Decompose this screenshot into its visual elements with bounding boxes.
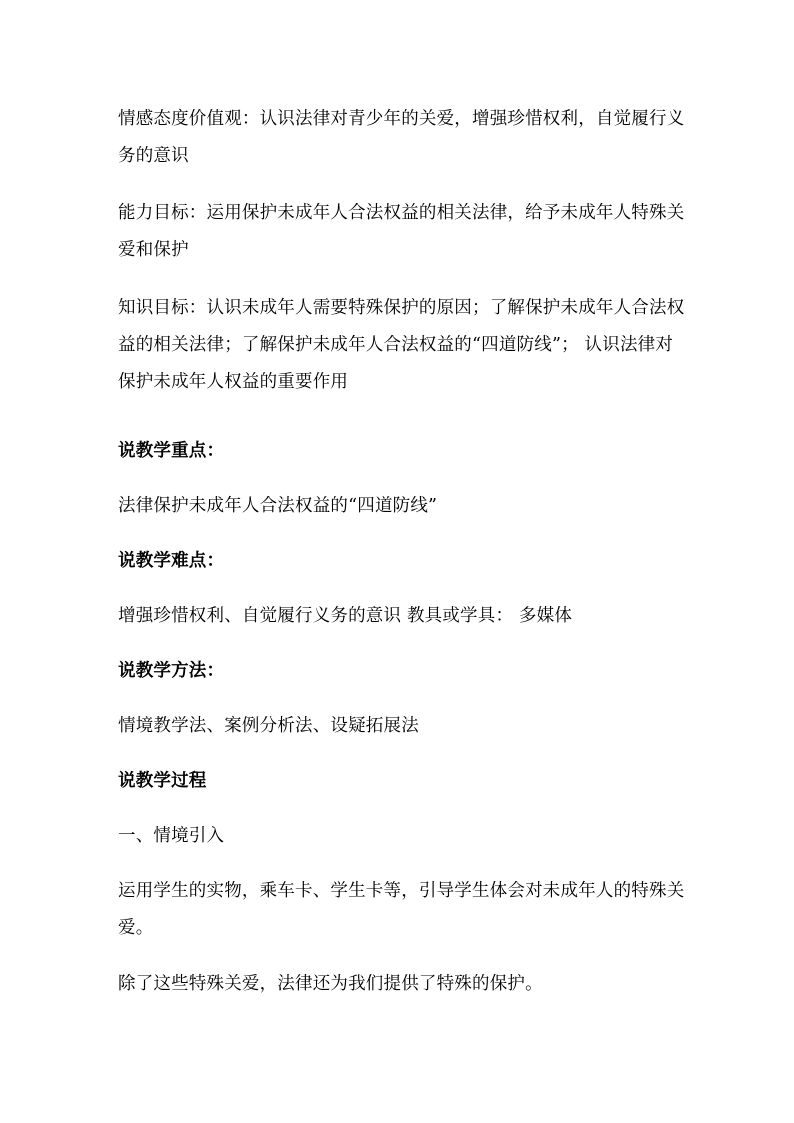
heading-teaching-process: 说教学过程 — [118, 771, 207, 791]
paragraph-knowledge-goal: 知识目标：认识未成年人需要特殊保护的原因；了解保护未成年人合法权益的相关法律；了解保护未成年人合法权益的“四道防线”； 认识法律对保护未成年人权益的重要作用 — [118, 298, 685, 392]
heading-teaching-methods: 说教学方法： — [118, 661, 225, 681]
paragraph-intro-activity: 运用学生的实物，乘车卡、学生卡等，引导学生体会对未成年人的特殊关爱。 — [118, 881, 685, 938]
paragraph-methods: 情境教学法、案例分析法、设疑拓展法 — [118, 716, 419, 736]
paragraph-difficulties: 增强珍惜权利、自觉履行义务的意识 教具或学具： 多媒体 — [118, 606, 573, 626]
section-situation-intro: 一、情境引入 — [118, 826, 225, 846]
paragraph-ability-goal: 能力目标：运用保护未成年人合法权益的相关法律，给予未成年人特殊关爱和保护 — [118, 203, 685, 260]
heading-teaching-difficulties: 说教学难点： — [118, 551, 225, 571]
heading-teaching-key-points: 说教学重点： — [118, 441, 225, 461]
paragraph-key-points: 法律保护未成年人合法权益的“四道防线” — [118, 496, 438, 516]
paragraph-intro-transition: 除了这些特殊关爱，法律还为我们提供了特殊的保护。 — [118, 974, 543, 994]
paragraph-emotional-goal: 情感态度价值观：认识法律对青少年的关爱，增强珍惜权利，自觉履行义务的意识 — [118, 109, 685, 166]
